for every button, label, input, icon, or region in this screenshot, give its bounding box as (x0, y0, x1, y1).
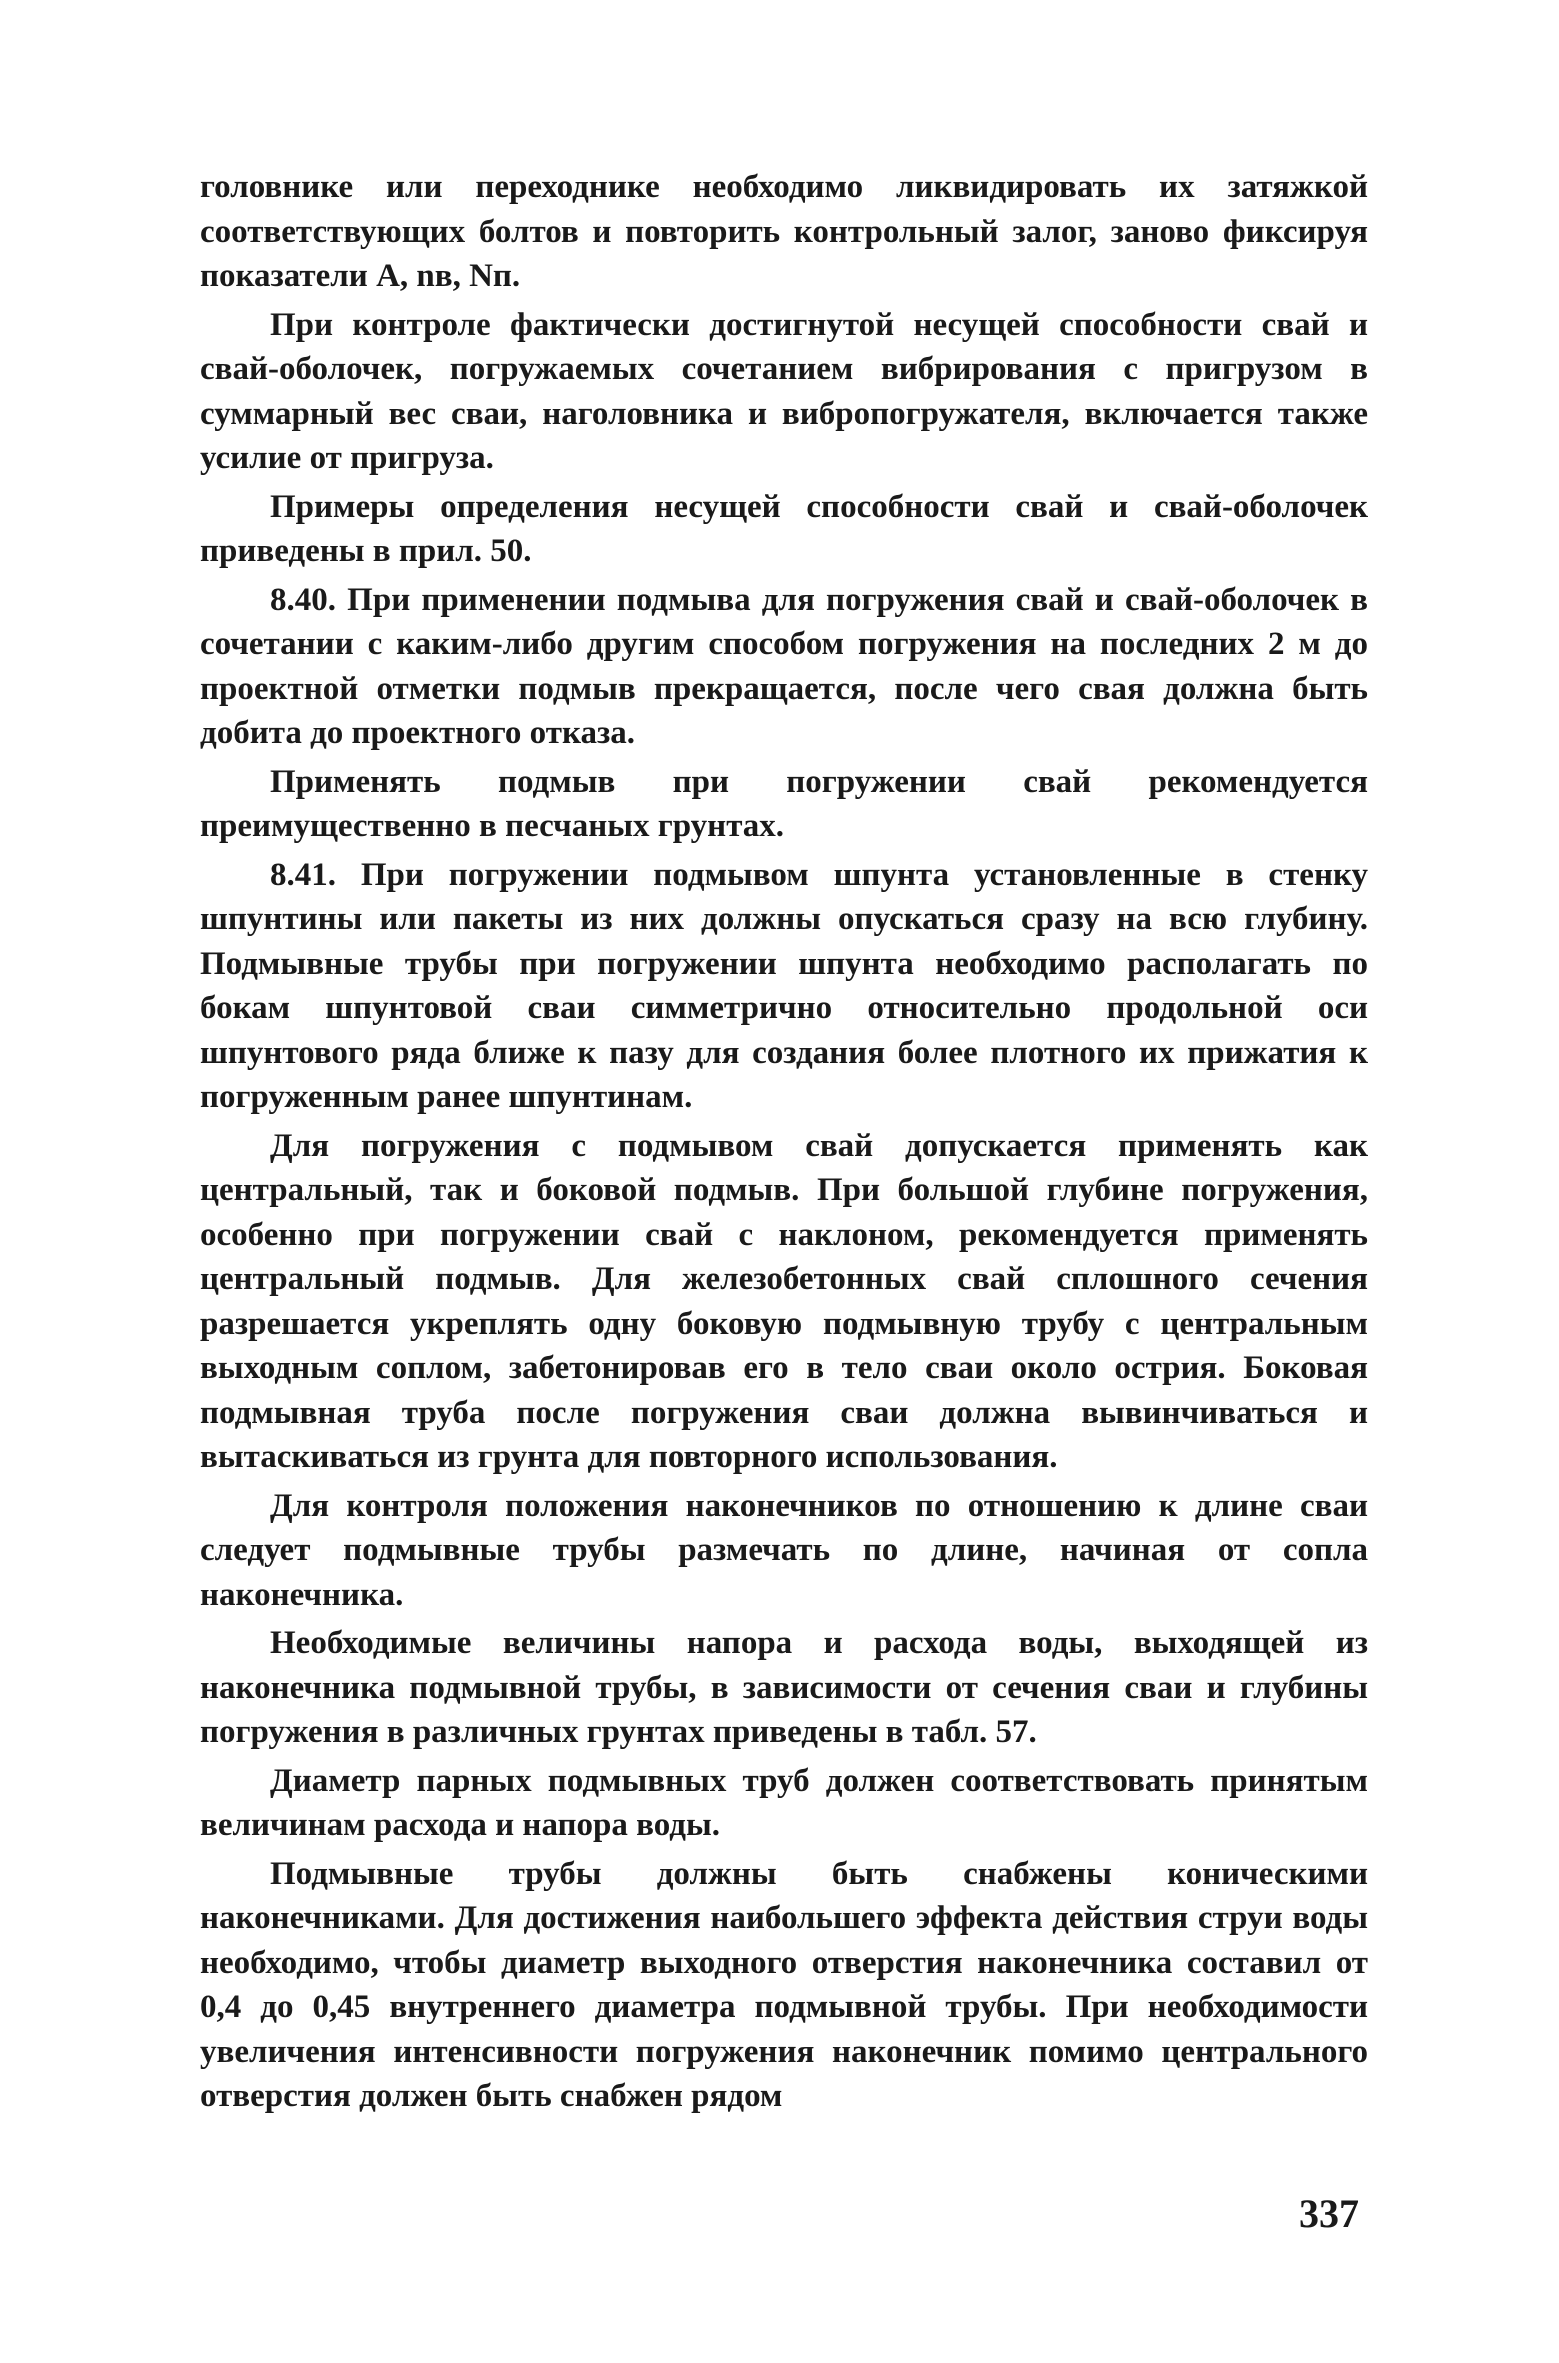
paragraph-section-8-40: 8.40. При применении подмыва для погружения свай и свай-оболочек в сочетании с каким-либо другим способом погружения на последних 2 м до проектной отметки подмыв прекращается, после чего свая должна быть добита до проектного отказа. (200, 581, 1368, 751)
paragraph: Диаметр парных подмывных труб должен соответствовать принятым величинам расхода и напора воды. (200, 1762, 1368, 1843)
page-number: 337 (1299, 2191, 1359, 2236)
paragraph: Применять подмыв при погружении свай рекомендуется преимущественно в песчаных грунтах. (200, 763, 1368, 844)
paragraph: Подмывные трубы должны быть снабжены коническими наконечниками. Для достижения наибольшего эффекта действия струи воды необходимо, чтобы диаметр выходного отверстия наконечника составил от 0,4 до 0,45 внутреннего диаметра подмывной трубы. При необходимости увеличения интенсивности погружения наконечник помимо центрального отверстия должен быть снабжен рядом (200, 1855, 1368, 2114)
paragraph: Для контроля положения наконечников по отношению к длине сваи следует подмывные трубы размечать по длине, начиная от сопла наконечника. (200, 1487, 1368, 1613)
paragraph: Для погружения с подмывом свай допускается применять как центральный, так и боковой подмыв. При большой глубине погружения, особенно при погружении свай с наклоном, рекомендуется применять центральный подмыв. Для железобетонных свай сплошного сечения разрешается укреплять одну боковую подмывную трубу с центральным выходным соплом, забетонировав его в тело сваи около острия. Боковая подмывная труба после погружения сваи должна вывинчиваться и вытаскиваться из грунта для повторного использования. (200, 1127, 1368, 1475)
page-body (200, 165, 1368, 2123)
paragraph-continuation: головнике или переходнике необходимо ликвидировать их затяжкой соответствующих болтов и повторить контрольный залог, заново фиксируя показатели A, nв, Nп. (200, 169, 1368, 294)
paragraph-section-8-41: 8.41. При погружении подмывом шпунта установленные в стенку шпунтины или пакеты из них должны опускаться сразу на всю глубину. Подмывные трубы при погружении шпунта необходимо располагать по бокам шпунтовой сваи симметрично относительно продольной оси шпунтового ряда ближе к пазу для создания более плотного их прижатия к погруженным ранее шпунтинам. (200, 856, 1368, 1115)
paragraph: Необходимые величины напора и расхода воды, выходящей из наконечника подмывной трубы, в зависимости от сечения сваи и глубины погружения в различных грунтах приведены в табл. 57. (200, 1625, 1368, 1750)
paragraph: Примеры определения несущей способности свай и свай-оболочек приведены в прил. 50. (200, 488, 1368, 569)
paragraph: При контроле фактически достигнутой несущей способности свай и свай-оболочек, погружаемых сочетанием вибрирования с пригрузом в суммарный вес сваи, наголовника и вибропогружателя, включается также усилие от пригруза. (200, 306, 1368, 476)
